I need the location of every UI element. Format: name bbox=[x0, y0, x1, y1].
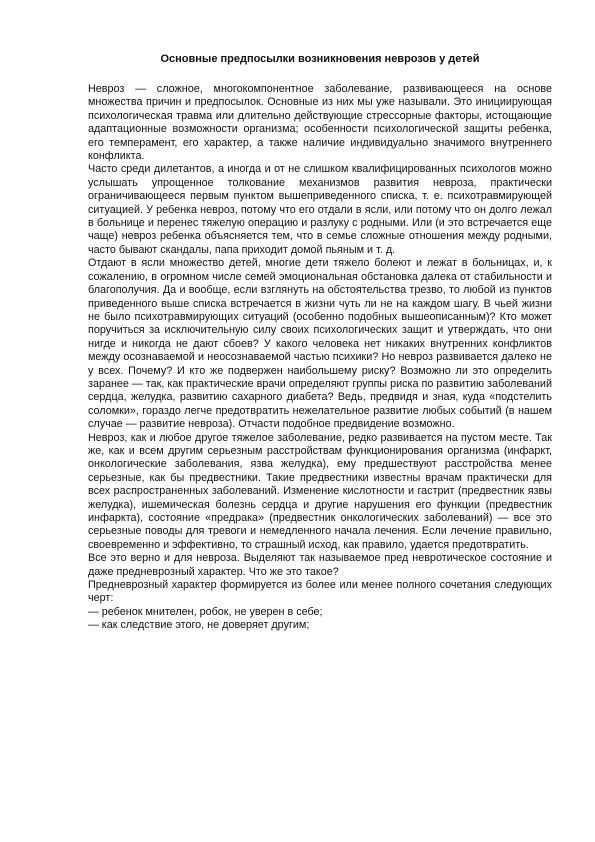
document-title: Основные предпосылки возникновения неврозов у детей bbox=[160, 53, 480, 65]
list-item-1: — ребенок мнителен, робок, не уверен в себе; bbox=[88, 605, 323, 618]
paragraph-3: Отдают в ясли множество детей, многие дети тяжело болеют и лежат в больницах, и, к сожалению, в огромном числе семей эмоциональная обстановка далека от стабильности и благополучия. Да и вообще, если взглянуть на обстоятельства трезво, то любой из пунктов приведенного выше списка встречается в жизни чуть ли не на каждом шагу. В чьей жизни не было психотравмирующих ситуаций (особенно подобных вышеописанным)? Кто может поручиться за исключительную силу своих психологических защит и утверждать, что они нигде и никогда не дают сбоев? У какого человека нет никаких внутренних конфликтов между осознаваемой и неосознаваемой частью психики? Но невроз развивается далеко не у всех. Почему? И кто же подвержен наибольшему риску? Возможно ли это определить заранее — так, как практические врачи определяют группы риска по развитию заболеваний сердца, желудка, развитию сахарного диабета? Ведь, предвидя и зная, куда «подстелить соломки», гораздо легче предотвратить нежелательное развитие любых событий (в нашем случае — развитие невроза). Отчасти подобное предвидение возможно. bbox=[88, 257, 552, 431]
paragraph-6: Предневрозный характер формируется из более или менее полного сочетания следующих черт: bbox=[88, 579, 552, 605]
paragraph-5: Все это верно и для невроза. Выделяют так называемое пред невротическое состояние и даже предневрозный характер. Что же это такое? bbox=[88, 552, 552, 578]
paragraph-4: Невроз, как и любое другое тяжелое заболевание, редко развивается на пустом месте. Так же, как и всем другим серьезным расстройствам функционирования организма (инфаркт, онкологические заболевания, язва желудка), ему предшествуют расстройства менее серьезные, как бы предвестники. Такие предвестники известны врачам практически для всех распространенных заболеваний. Изменение кислотности и гастрит (предвестник язвы желудка), ишемическая болезнь сердца и другие нарушения его функции (предвестник инфаркта), состояние «предрака» (предвестник онкологических заболеваний) — все это серьезные поводы для тревоги и немедленного начала лечения. Если лечение правильно, своевременно и эффективно, то страшный исход, как правило, удается предотвратить. bbox=[88, 431, 552, 551]
paragraph-2: Часто среди дилетантов, а иногда и от не слишком квалифицированных психологов можно услышать упрощенное толкование механизмов развития невроза, практически ограничивающееся первым пунктом вышеприведенного списка, т. е. психотравмирующей ситуацией. У ребенка невроз, потому что его отдали в ясли, или потому что он долго лежал в больнице и перенес тяжелую операцию и разлуку с родными. Или (и это встречается еще чаще) невроз ребенка объясняется тем, что в семье сложные отношения между родными, часто бывают скандалы, папа приходит домой пьяным и т. д. bbox=[88, 163, 552, 256]
list-item-2: — как следствие этого, не доверяет другим; bbox=[88, 619, 310, 632]
paragraph-1: Невроз — сложное, многокомпонентное заболевание, развивающееся на основе множества причин и предпосылок. Основные из них мы уже называли. Это инициирующая психологическая травма или длительно действующие стрессорные факторы, истощающие адаптационные возможности организма; особенности психологической защиты ребенка, его темперамент, его характер, а также наличие индивидуально значимого внутреннего конфликта. bbox=[88, 83, 552, 163]
